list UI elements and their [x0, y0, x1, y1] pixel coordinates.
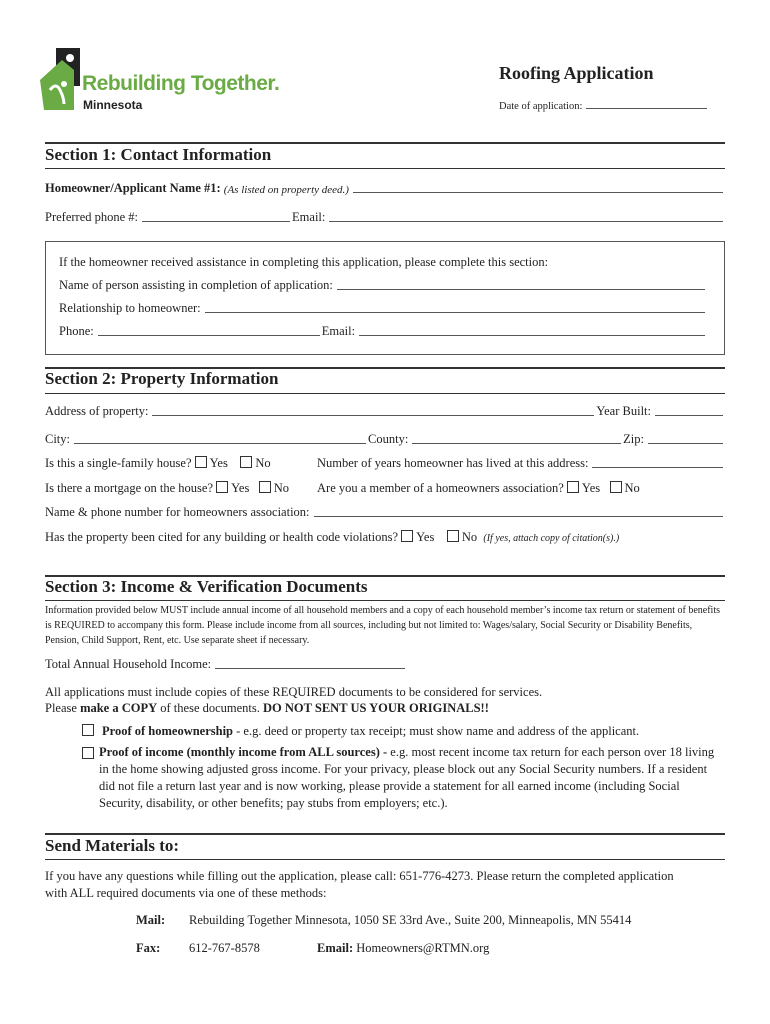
- mail-address: Rebuilding Together Minnesota, 1050 SE 33rd Ave., Suite 200, Minneapolis, MN 55414: [189, 913, 632, 927]
- required-text-c: of these documents.: [157, 701, 264, 715]
- assistant-email-label: Email:: [321, 324, 356, 338]
- email-label: Email:: [292, 210, 326, 224]
- relationship-field[interactable]: [205, 312, 705, 313]
- income-info-text: Information provided below MUST include annual income of all household members and a copy of each household member’s income tax return or statement of benefits is REQUIRED to accompany this form. Please include income from all sources, including but not limited to: Wages/salary, Social Security or Disability Benefits, Pension, Child Support, Rent, etc. Use separate sheet if necessary.: [45, 605, 720, 646]
- single-family-no-checkbox[interactable]: [240, 456, 252, 468]
- section1-top-rule: [45, 142, 725, 144]
- cited-yes-checkbox[interactable]: [401, 530, 413, 542]
- section3-bottom-rule: [45, 600, 725, 601]
- county-field[interactable]: [412, 443, 621, 444]
- assistant-name-label: Name of person assisting in completion of application:: [59, 278, 333, 292]
- hoa-contact-label: Name & phone number for homeowners association:: [45, 505, 310, 519]
- applicant-name-label: Homeowner/Applicant Name #1:: [45, 181, 221, 195]
- assistant-phone-field[interactable]: [98, 335, 320, 336]
- yes-label: Yes: [581, 481, 601, 495]
- assistance-intro: If the homeowner received assistance in completing this application, please complete this section:: [59, 255, 549, 269]
- date-label: Date of application:: [499, 101, 583, 112]
- applicant-name-note: (As listed on property deed.): [223, 184, 349, 196]
- doc-income-title: Proof of income (monthly income from ALL sources) -: [99, 745, 388, 759]
- section3-title: Section 3: Income & Verification Documents: [45, 577, 368, 596]
- hoa-question: Are you a member of a homeowners association?: [317, 481, 564, 495]
- hoa-no-checkbox[interactable]: [610, 481, 622, 493]
- doc-income-checkbox[interactable]: [82, 747, 94, 759]
- city-field[interactable]: [74, 443, 366, 444]
- doc-ownership-title: Proof of homeownership: [102, 724, 234, 738]
- doc-income-text: e.g. most recent income tax return for each person over 18 living in the home showing adjusted gross income. For your privacy, please block out any Social Security numbers. If a resident did not file a return last year and is now working, please provide a statement for all earned income (including Social Security, disability, or other benefits; pay stubs from employers; etc.).: [99, 745, 715, 810]
- mortgage-no-checkbox[interactable]: [259, 481, 271, 493]
- doc-ownership-text: - e.g. deed or property tax receipt; must show name and address of the applicant.: [233, 724, 640, 738]
- send-intro: If you have any questions while filling out the application, please call: 651-776-4273. Please return the completed application with ALL required documents via one of these methods:: [45, 869, 674, 900]
- send-bottom-rule: [45, 859, 725, 860]
- logo-house-icon: [40, 46, 84, 112]
- address-field[interactable]: [152, 415, 594, 416]
- send-title: Send Materials to:: [45, 836, 180, 855]
- mail-label: Mail:: [136, 913, 166, 927]
- required-text-d: DO NOT SENT US YOUR ORIGINALS!!: [263, 701, 489, 715]
- zip-label: Zip:: [623, 432, 644, 446]
- citation-note: (If yes, attach copy of citation(s).): [483, 533, 620, 544]
- section2-bottom-rule: [45, 393, 725, 394]
- required-text-a: Please: [45, 701, 81, 715]
- income-field[interactable]: [215, 668, 405, 669]
- relationship-label: Relationship to homeowner:: [59, 301, 201, 315]
- section2-title: Section 2: Property Information: [45, 369, 279, 388]
- no-label: No: [273, 481, 289, 495]
- required-line-1: All applications must include copies of these REQUIRED documents to be considered for services.: [45, 685, 543, 699]
- required-line-2: [45, 700, 725, 716]
- send-email-label: Email:: [317, 941, 354, 955]
- doc-ownership-checkbox[interactable]: [82, 724, 94, 736]
- send-email-link[interactable]: Homeowners@RTMN.org: [356, 941, 490, 955]
- year-built-field[interactable]: [655, 415, 723, 416]
- hoa-yes-checkbox[interactable]: [567, 481, 579, 493]
- cited-no-checkbox[interactable]: [447, 530, 459, 542]
- date-field[interactable]: [586, 108, 707, 109]
- zip-field[interactable]: [648, 443, 723, 444]
- doc-income-item: [82, 744, 722, 812]
- send-top-rule: [45, 833, 725, 835]
- address-label: Address of property:: [45, 404, 149, 418]
- fax-number: 612-767-8578: [189, 941, 260, 955]
- yes-label: Yes: [416, 530, 435, 544]
- email-field[interactable]: [329, 221, 723, 222]
- city-label: City:: [45, 432, 71, 446]
- page-title: Roofing Application: [499, 63, 654, 83]
- required-text-b: make a COPY: [80, 701, 158, 715]
- assistant-email-field[interactable]: [359, 335, 705, 336]
- section1-bottom-rule: [45, 168, 725, 169]
- single-family-yes-checkbox[interactable]: [195, 456, 207, 468]
- mortgage-question: Is there a mortgage on the house?: [45, 481, 213, 495]
- mortgage-yes-checkbox[interactable]: [216, 481, 228, 493]
- assistant-name-field[interactable]: [337, 289, 705, 290]
- county-label: County:: [368, 432, 409, 446]
- yes-label: Yes: [231, 481, 250, 495]
- income-label: Total Annual Household Income:: [45, 657, 212, 671]
- required-docs-text: [45, 684, 725, 716]
- logo-region: Minnesota: [83, 98, 143, 112]
- logo-name: Rebuilding Together.: [82, 72, 280, 95]
- doc-ownership-item: [82, 723, 722, 740]
- year-built-label: Year Built:: [596, 404, 651, 418]
- assistant-phone-label: Phone:: [59, 324, 94, 338]
- applicant-name-field[interactable]: [353, 192, 723, 193]
- logo: [40, 46, 280, 118]
- fax-label: Fax:: [136, 941, 161, 955]
- years-lived-label: Number of years homeowner has lived at this address:: [317, 456, 589, 470]
- yes-label: Yes: [209, 456, 228, 470]
- hoa-contact-field[interactable]: [314, 516, 723, 517]
- no-label: No: [461, 530, 478, 544]
- no-label: No: [255, 456, 271, 470]
- no-label: No: [624, 481, 640, 495]
- section1-title: Section 1: Contact Information: [45, 145, 272, 164]
- years-lived-field[interactable]: [592, 467, 723, 468]
- single-family-question: Is this a single-family house?: [45, 456, 192, 470]
- phone-field[interactable]: [142, 221, 290, 222]
- phone-label: Preferred phone #:: [45, 210, 139, 224]
- code-violation-question: Has the property been cited for any building or health code violations?: [45, 530, 399, 544]
